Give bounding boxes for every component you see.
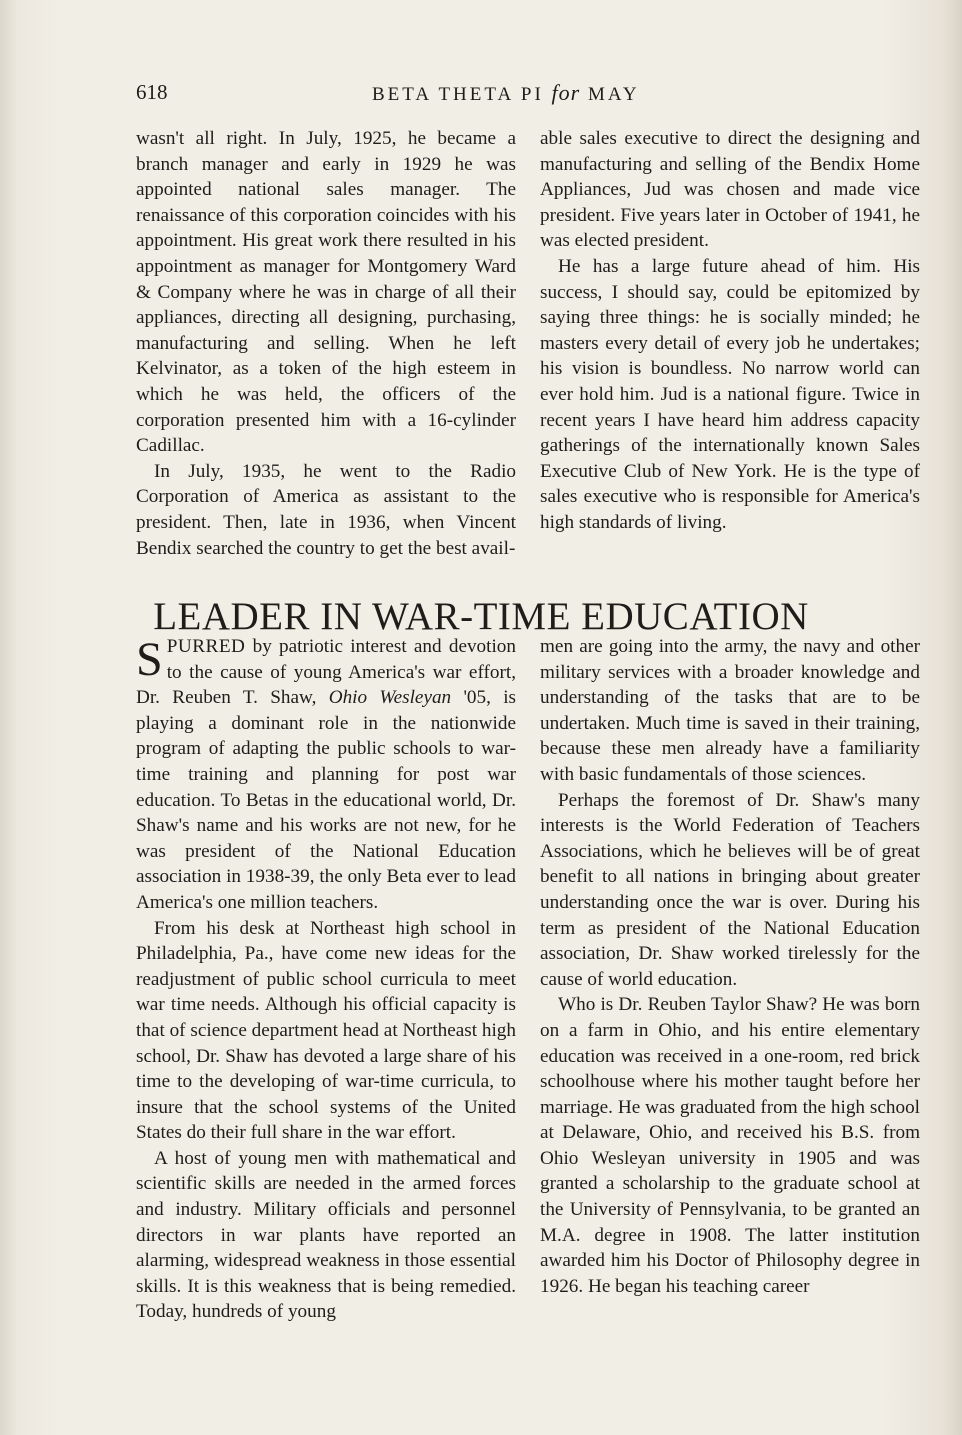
lead-smallcaps: PURRED xyxy=(166,636,246,657)
article-title: LEADER IN WAR-TIME EDUCATION xyxy=(153,595,809,639)
paragraph: Perhaps the foremost of Dr. Shaw's many interests is the World Federation of Teachers Associations, which he believes will be of great benefit to all nations in bringing about greater understanding once the war is over. During his term as president of the National Education association, Dr. Shaw worked tirelessly for the cause of world education. xyxy=(540,789,920,990)
page-number: 618 xyxy=(136,80,168,104)
running-head-month: MAY xyxy=(587,84,640,105)
article-column-right xyxy=(540,634,920,1299)
paragraph: Who is Dr. Reuben Taylor Shaw? He was born on a farm in Ohio, and his entire elementary education was received in a one-room, red brick schoolhouse where his mother taught before her marriage. He was graduated from the high school at Delaware, Ohio, and received his B.S. from Ohio Wesleyan university in 1905 and was granted a scholarship to the graduate school at the University of Pennsylvania, to be granted an M.A. degree in 1908. The latter institution awarded him his Doctor of Philosophy degree in 1926. He began his teaching career xyxy=(540,994,920,1297)
continued-column-right xyxy=(540,126,920,536)
paragraph: A host of young men with mathematical and scientific skills are needed in the armed forces and industry. Military officials and personnel directors in war plants have reported an alarming, widespread weakness in those essential skills. It is this weakness that is being remedied. Today, hundreds of young xyxy=(136,1147,516,1323)
running-head-for: for xyxy=(551,80,581,105)
drop-cap: S xyxy=(136,633,163,686)
paragraph: wasn't all right. In July, 1925, he became a branch manager and early in 1929 he was appointed national sales manager. The renaissance of this corporation coincides with his appointment. His great work there resulted in his appointment as manager for Montgomery Ward & Company where he was in charge of all their appliances, directing all designing, purchasing, manufacturing and selling. When he left Kelvinator, as a token of the high esteem in which he was held, the officers of the corporation presented him with a 16-cylinder Cadillac. xyxy=(136,128,516,457)
continued-column-left xyxy=(136,126,516,561)
article-column-left xyxy=(136,634,516,1325)
paragraph: He has a large future ahead of him. His success, I should say, could be epitomized by saying three things: he is socially minded; he masters every detail of every job he undertakes; his vision is boundless. No narrow world can ever hold him. Jud is a national figure. Twice in recent years I have heard him address capacity gatherings of the internationally known Sales Executive Club of New York. He is the type of sales executive who is responsible for America's high standards of living. xyxy=(540,255,920,533)
college-name: Ohio Wesleyan xyxy=(328,687,452,709)
paragraph-text: '05, is playing a dominant role in the nationwide program of adapting the public schools to war-time training and planning for post war education. To Betas in the educational world, Dr. Shaw's name and his works are not new, for he was president of the National Education association in 1938-39, the only Beta ever to lead America's one million teachers. xyxy=(136,687,516,913)
running-head-title: BETA THETA PI xyxy=(372,84,544,105)
paragraph: men are going into the army, the navy and other military services with a broader knowledge and understanding of the tasks that are to be undertaken. Much time is saved in their training, because these men already have a familiarity with basic fundamentals of those sciences. xyxy=(540,636,920,785)
paragraph-text: by patriotic interest and devotion to the cause of young America's war effort, Dr. Reuben T. Shaw, xyxy=(136,636,516,709)
paragraph xyxy=(136,634,516,916)
paragraph: In July, 1935, he went to the Radio Corporation of America as assistant to the president. Then, late in 1936, when Vincent Bendix searched the country to get the best avail- xyxy=(136,460,516,559)
paragraph: able sales executive to direct the designing and manufacturing and selling of the Bendix Home Appliances, Jud was chosen and made vice president. Five years later in October of 1941, he was elected president. xyxy=(540,128,920,252)
running-head xyxy=(372,80,640,106)
paragraph: From his desk at Northeast high school in Philadelphia, Pa., have come new ideas for the readjustment of public school curricula to meet war time needs. Although his official capacity is that of science department head at Northeast high school, Dr. Shaw has devoted a large share of his time to the developing of war-time curricula, to insure that the school systems of the United States do their full share in the war effort. xyxy=(136,917,516,1144)
